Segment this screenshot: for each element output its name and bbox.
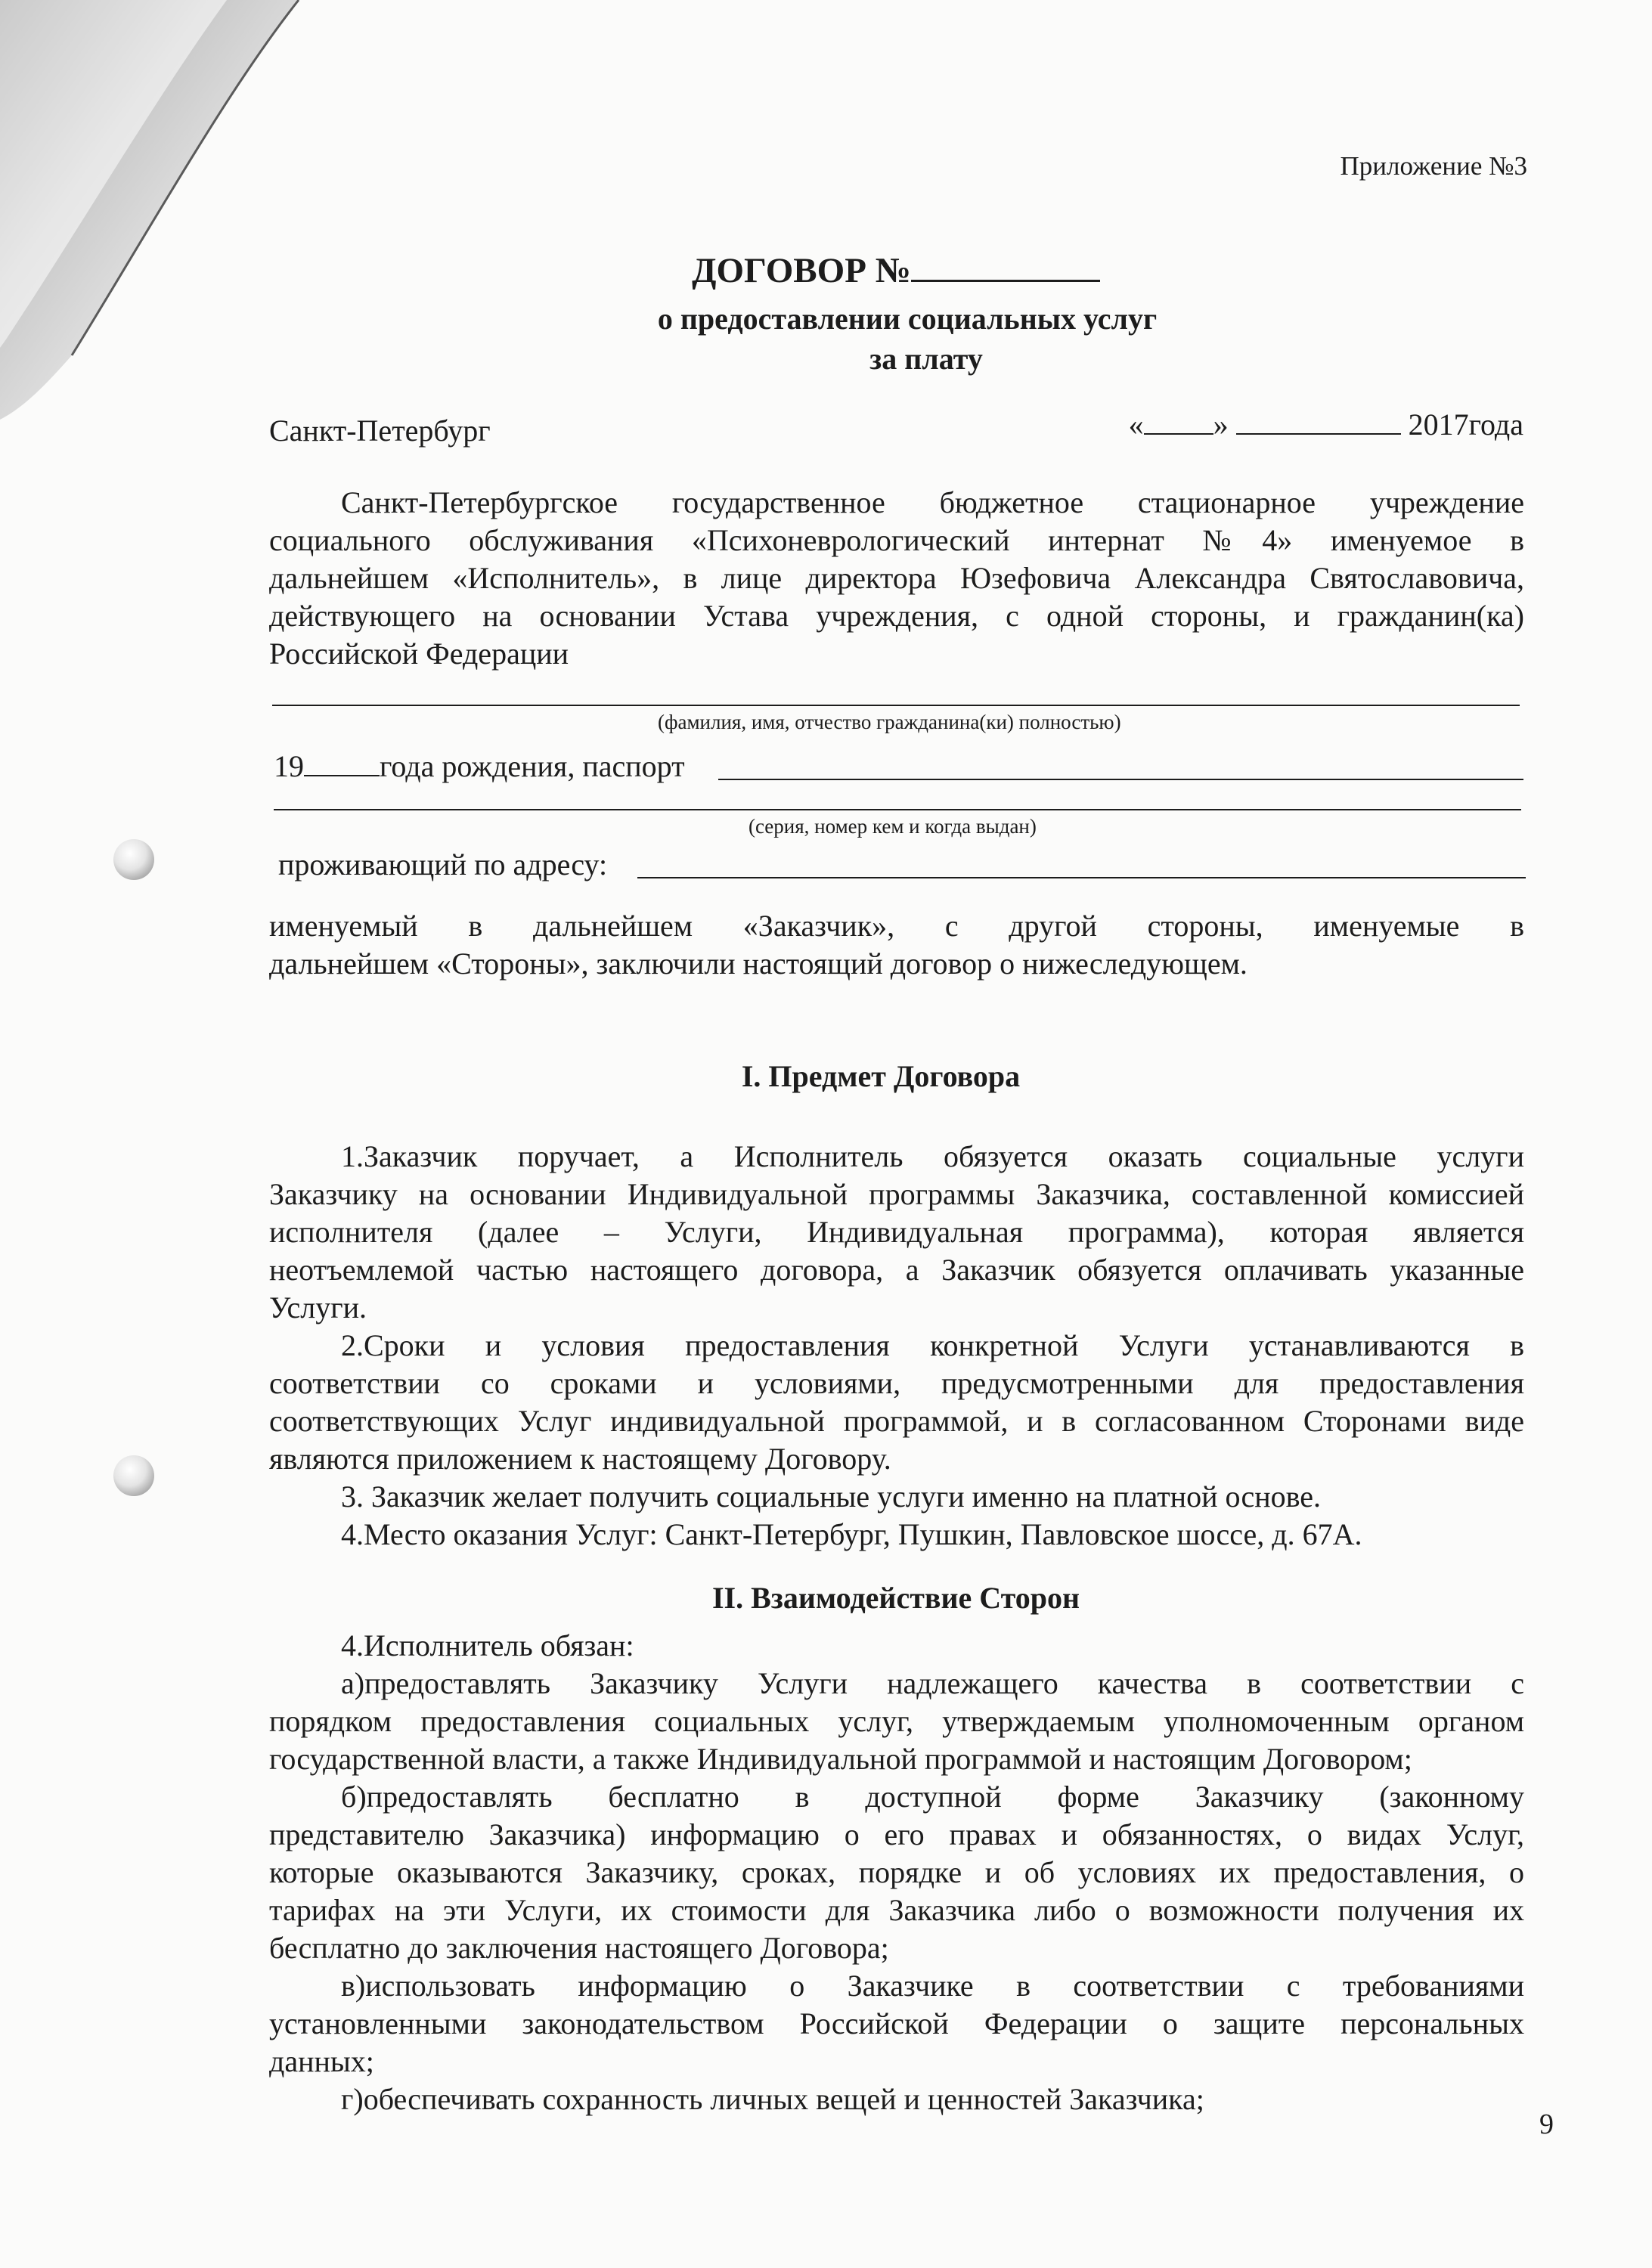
section-1-paragraph-3 bbox=[269, 1478, 1524, 1554]
section-2-line: представителю Заказчика) информацию о его правах и обязанностях, о видах Услуг, bbox=[269, 1817, 1524, 1851]
section-1-line: 1.Заказчик поручает, а Исполнитель обязуется оказать социальные услуги bbox=[341, 1139, 1524, 1173]
section-1-heading: I. Предмет Договора bbox=[741, 1059, 1021, 1093]
section-1-line: 3. Заказчик желает получить социальные услуги именно на платной основе. bbox=[341, 1479, 1322, 1514]
section-1-line: 4.Место оказания Услуг: Санкт-Петербург, Пушкин, Павловское шоссе, д. 67А. bbox=[341, 1517, 1362, 1551]
section-1-line: Услуги. bbox=[269, 1290, 367, 1325]
section-1-paragraph-1 bbox=[269, 1138, 1524, 1327]
intro-line: Санкт-Петербургское государственное бюджетное стационарное учреждение bbox=[341, 485, 1524, 519]
intro-line: действующего на основании Устава учреждения, с одной стороны, и гражданин(ка) bbox=[269, 599, 1524, 633]
passport-caption: (серия, номер кем и когда выдан) bbox=[749, 815, 1037, 838]
fio-line[interactable] bbox=[272, 705, 1520, 706]
address-line[interactable] bbox=[637, 877, 1526, 878]
passport-line-2[interactable] bbox=[274, 809, 1521, 810]
section-2-body bbox=[269, 1627, 1524, 2118]
parties-paragraph bbox=[269, 907, 1524, 983]
parties-line: дальнейшем «Стороны», заключили настоящий договор о нижеследующем. bbox=[269, 947, 1248, 981]
section-2-line: данных; bbox=[269, 2044, 374, 2078]
section-2-line: государственной власти, а также Индивидуальной программой и настоящим Договором; bbox=[269, 1742, 1412, 1776]
intro-line: Российской Федерации bbox=[269, 637, 569, 671]
birth-year-row bbox=[274, 748, 685, 784]
title-text: ДОГОВОР № bbox=[692, 251, 911, 290]
address-label: проживающий по адресу: bbox=[278, 847, 608, 881]
title-subtitle-1: о предоставлении социальных услуг bbox=[657, 302, 1158, 336]
section-1-line: исполнителя (далее – Услуги, Индивидуальная программа), которая является bbox=[269, 1215, 1524, 1249]
title-subtitle-2: за плату bbox=[869, 342, 983, 376]
section-2-line: порядком предоставления социальных услуг, утверждаемым уполномоченным органом bbox=[269, 1704, 1524, 1738]
birth-year-blank[interactable] bbox=[304, 749, 380, 776]
fio-caption: (фамилия, имя, отчество гражданина(ки) полностью) bbox=[658, 711, 1121, 733]
intro-line: социального обслуживания «Психоневрологический интернат №4» именуемое в bbox=[269, 523, 1524, 557]
section-1-line: Заказчику на основании Индивидуальной программы Заказчика, составленной комиссией bbox=[269, 1177, 1524, 1211]
intro-line: дальнейшем «Исполнитель», в лице директора Юзефовича Александра Святославовича, bbox=[269, 561, 1524, 595]
section-2-line: установленными законодательством Российской Федерации о защите персональных bbox=[269, 2006, 1524, 2040]
signing-date bbox=[1129, 406, 1523, 444]
place-of-signing: Санкт-Петербург bbox=[269, 414, 491, 448]
date-open-quote: « bbox=[1128, 407, 1144, 442]
section-2-line: б)предоставлять бесплатно в доступной форме Заказчику (законному bbox=[341, 1780, 1524, 1814]
date-year: 2017года bbox=[1408, 407, 1523, 442]
section-1-line: являются приложением к настоящему Договору. bbox=[269, 1442, 891, 1476]
section-2-heading: II. Взаимодействие Сторон bbox=[711, 1581, 1080, 1615]
passport-line[interactable] bbox=[718, 779, 1523, 780]
punch-hole-lower bbox=[113, 1455, 154, 1496]
section-1-line: 2.Сроки и условия предоставления конкретной Услуги устанавливаются в bbox=[341, 1328, 1524, 1362]
birth-label: года рождения, паспорт bbox=[380, 749, 685, 783]
section-2-line: бесплатно до заключения настоящего Договора; bbox=[269, 1931, 889, 1965]
section-2-line: а)предоставлять Заказчику Услуги надлежащего качества в соответствии с bbox=[341, 1666, 1524, 1700]
section-1-paragraph-2 bbox=[269, 1327, 1524, 1478]
punch-hole-upper bbox=[113, 839, 154, 880]
section-2-line: тарифах на эти Услуги, их стоимости для Заказчика либо о возможности получения их bbox=[269, 1893, 1524, 1927]
intro-paragraph bbox=[269, 484, 1524, 673]
section-1-line: соответствующих Услуг индивидуальной программой, и в согласованном Сторонами виде bbox=[269, 1404, 1524, 1438]
section-2-line: г)обеспечивать сохранность личных вещей и ценностей Заказчика; bbox=[341, 2082, 1204, 2116]
section-1-line: соответствии со сроками и условиями, предусмотренными для предоставления bbox=[269, 1366, 1524, 1400]
contract-number-blank[interactable] bbox=[911, 249, 1100, 282]
date-close-quote: » bbox=[1213, 407, 1229, 442]
month-blank[interactable] bbox=[1236, 407, 1401, 435]
section-1-line: неотъемлемой частью настоящего договора, а Заказчик обязуется оплачивать указанные bbox=[269, 1253, 1524, 1287]
section-2-line: 4.Исполнитель обязан: bbox=[341, 1628, 634, 1662]
section-2-line: которые оказываются Заказчику, сроках, порядке и об условиях их предоставления, о bbox=[269, 1855, 1524, 1889]
birth-prefix: 19 bbox=[274, 749, 304, 783]
section-2-line: в)использовать информацию о Заказчике в соответствии с требованиями bbox=[341, 1969, 1524, 2003]
parties-line: именуемый в дальнейшем «Заказчик», с другой стороны, именуемые в bbox=[269, 909, 1524, 943]
page-number: 9 bbox=[1539, 2108, 1554, 2140]
appendix-label: Приложение №3 bbox=[1340, 151, 1527, 181]
document-title bbox=[0, 249, 1652, 290]
day-blank[interactable] bbox=[1144, 407, 1213, 435]
